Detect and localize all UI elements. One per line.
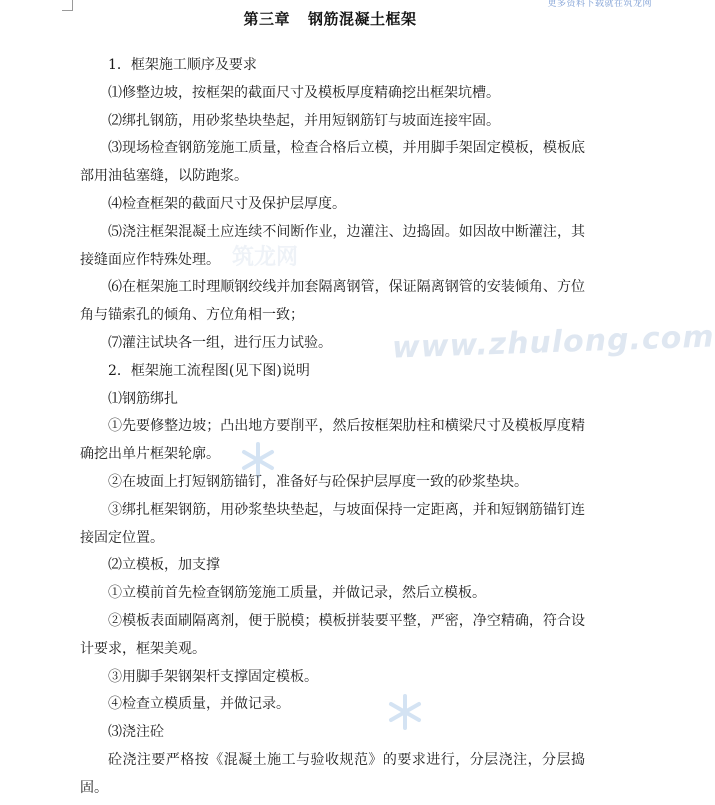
document-body	[80, 52, 585, 803]
watermark-faint-text: 筑龙网	[232, 244, 299, 270]
paragraph: ④检查立模质量，并做记录。	[108, 696, 290, 713]
paragraph: ⑷检查框架的截面尺寸及保护层厚度。	[108, 195, 346, 212]
subheading: ⑶浇注砼	[108, 724, 164, 741]
subheading: ⑵立模板，加支撑	[108, 557, 220, 574]
section-heading-1: 1．框架施工顺序及要求	[108, 57, 257, 73]
paragraph: ③用脚手架钢架杆支撑固定模板。	[108, 668, 318, 685]
paragraph: ⑶现场检查钢筋笼施工质量，检查合格后立模，并用脚手架固定模板，模板底部用油毡塞缝，以防跑浆。	[80, 140, 585, 185]
watermark-text: www.zhulong.com	[391, 319, 715, 366]
chapter-name: 钢筋混凝土框架	[308, 10, 417, 28]
paragraph: ⑺灌注试块各一组，进行压力试验。	[108, 334, 332, 351]
paragraph: ⑹在框架施工时理顺钢绞线并加套隔离钢管，保证隔离钢管的安装倾角、方位角与锚索孔的倾角、方位角相一致；	[80, 279, 585, 324]
section-heading-2: 2．框架施工流程图(见下图)说明	[108, 362, 310, 379]
paragraph: 砼浇注要严格按《混凝土施工与验收规范》的要求进行，分层浇注，分层捣固。	[80, 751, 585, 796]
chapter-number: 第三章	[243, 10, 290, 28]
paragraph: ②在坡面上打短钢筋锚钉，准备好与砼保护层厚度一致的砂浆垫块。	[108, 473, 528, 490]
paragraph: ⑸浇注框架混凝土应连续不间断作业，边灌注、边捣固。如因故中断灌注，其接缝面应作特殊处理。	[80, 223, 585, 268]
subheading: ⑴钢筋绑扎	[108, 390, 178, 407]
paragraph: ①先要修整边坡；凸出地方要削平，然后按框架肋柱和横梁尺寸及模板厚度精确挖出单片框架轮廓。	[80, 418, 585, 463]
paragraph: ⑵绑扎钢筋，用砂浆垫块垫起，并用短钢筋钉与坡面连接牢固。	[108, 112, 500, 129]
paragraph: ②模板表面刷隔离剂，便于脱模；模板拼装要平整，严密，净空精确，符合设计要求，框架美观。	[80, 612, 585, 657]
top-banner: 更多资料下载就在筑龙网	[547, 0, 652, 9]
chapter-title	[0, 8, 660, 29]
paragraph: ⑴修整边坡，按框架的截面尺寸及模板厚度精确挖出框架坑槽。	[108, 84, 500, 101]
paragraph: ③绑扎框架钢筋，用砂浆垫块垫起，与坡面保持一定距离，并和短钢筋锚钉连接固定位置。	[80, 501, 585, 546]
paragraph: ①立模前首先检查钢筋笼施工质量，并做记录，然后立模板。	[108, 585, 486, 602]
